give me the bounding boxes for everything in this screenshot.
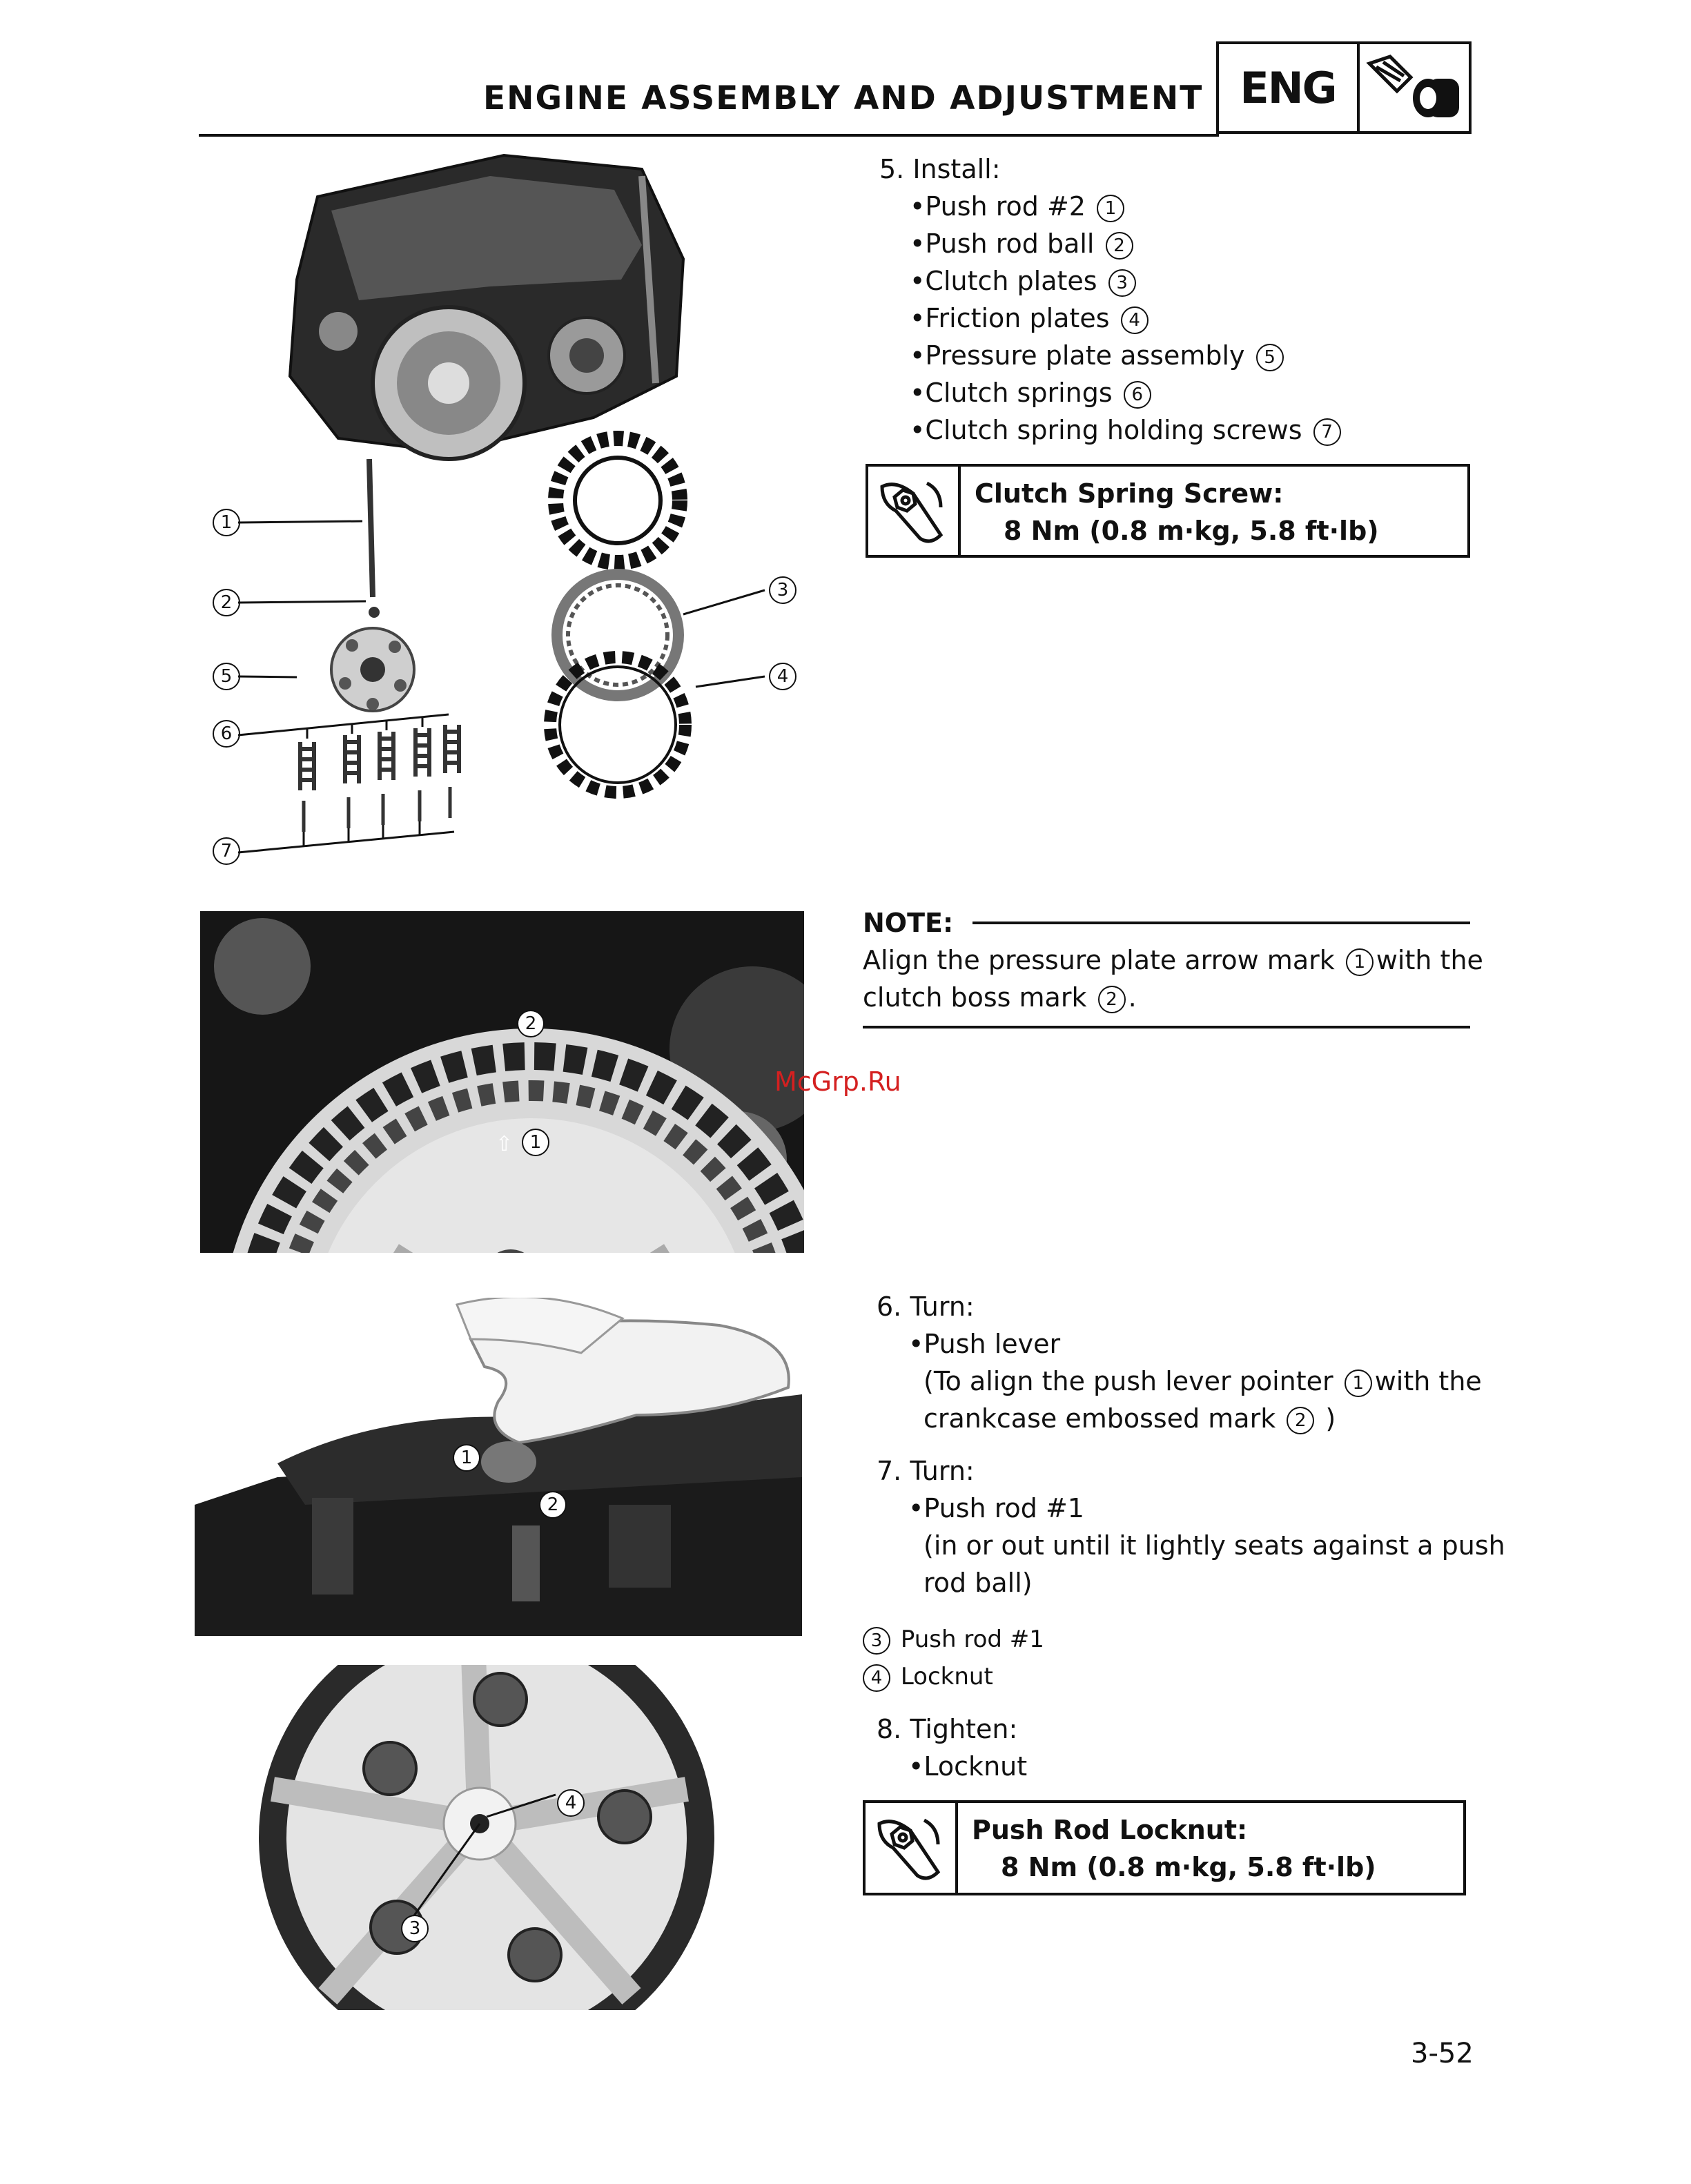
torque-spec-push-rod-locknut bbox=[863, 1800, 1466, 1895]
callout-2: 2 bbox=[213, 589, 240, 616]
note-bottom-rule bbox=[863, 1026, 1470, 1028]
arrow-up-icon: ⇧ bbox=[496, 1132, 514, 1156]
crankcase-illustration bbox=[290, 155, 683, 459]
watermark: McGrp.Ru bbox=[774, 1066, 901, 1097]
photo-pressure-plate-alignment bbox=[200, 911, 804, 1253]
list-item: •Push rod ball 2 bbox=[910, 225, 1344, 262]
step-7-detail-1: (in or out until it lightly seats against a push bbox=[923, 1530, 1505, 1561]
callout-4: 4 bbox=[769, 663, 796, 690]
list-item: •Clutch spring holding screws 7 bbox=[910, 411, 1344, 449]
list-item: •Pressure plate assembly 5 bbox=[910, 337, 1344, 374]
step-6-item: •Push lever bbox=[908, 1329, 1061, 1359]
step-5-heading: 5. Install: bbox=[879, 154, 1001, 184]
photo3-callout-4: 4 bbox=[557, 1789, 585, 1817]
torque-wrench-icon bbox=[868, 467, 961, 555]
ref-item-4: 4 Locknut bbox=[863, 1658, 993, 1695]
note-block bbox=[863, 904, 1483, 1028]
callout-7: 7 bbox=[213, 837, 240, 865]
torque-wrench-icon bbox=[866, 1803, 958, 1893]
pressure-plate-illustration bbox=[331, 628, 414, 711]
photo-push-lever bbox=[195, 1298, 802, 1636]
step-6-detail-2: crankcase embossed mark 2 ) bbox=[923, 1403, 1336, 1434]
step-8-heading: 8. Tighten: bbox=[877, 1714, 1018, 1744]
page-number: 3-52 bbox=[1411, 2038, 1474, 2069]
photo1-callout-1: 1 bbox=[522, 1129, 549, 1156]
note-line-1: Align the pressure plate arrow mark 1 with the bbox=[863, 945, 1483, 975]
torque-value: 8 Nm (0.8 m·kg, 5.8 ft·lb) bbox=[1001, 1852, 1376, 1882]
photo3-callout-3: 3 bbox=[401, 1915, 429, 1942]
note-rule bbox=[972, 922, 1470, 924]
step-8-item: •Locknut bbox=[908, 1751, 1028, 1782]
clutch-exploded-diagram bbox=[200, 148, 821, 873]
step-6-heading: 6. Turn: bbox=[877, 1291, 975, 1322]
callout-6: 6 bbox=[213, 720, 240, 748]
friction-plate-top bbox=[556, 438, 680, 563]
note-line-2: clutch boss mark 2 . bbox=[863, 982, 1137, 1013]
step-6-detail-1: (To align the push lever pointer 1 with the bbox=[923, 1366, 1482, 1396]
engine-icon bbox=[1360, 44, 1469, 131]
list-item: •Friction plates 4 bbox=[910, 300, 1344, 337]
note-label: NOTE: bbox=[863, 908, 954, 938]
photo2-callout-2: 2 bbox=[539, 1491, 567, 1519]
torque-title: Push Rod Locknut: bbox=[972, 1815, 1248, 1845]
list-item: •Clutch springs 6 bbox=[910, 374, 1344, 411]
ref-item-3: 3 Push rod #1 bbox=[863, 1621, 1044, 1658]
torque-title: Clutch Spring Screw: bbox=[975, 478, 1284, 509]
photo1-callout-2: 2 bbox=[517, 1010, 545, 1037]
spring-screws-illustration bbox=[304, 787, 450, 832]
section-tab bbox=[1216, 41, 1472, 134]
step-7-item: •Push rod #1 bbox=[908, 1493, 1084, 1523]
step-5-list bbox=[910, 188, 1344, 449]
torque-value: 8 Nm (0.8 m·kg, 5.8 ft·lb) bbox=[1004, 516, 1379, 546]
callout-1: 1 bbox=[213, 509, 240, 536]
list-item: •Push rod #2 1 bbox=[910, 188, 1344, 225]
step-7-heading: 7. Turn: bbox=[877, 1456, 975, 1486]
step-7-detail-2: rod ball) bbox=[923, 1568, 1033, 1598]
page-header-title: ENGINE ASSEMBLY AND ADJUSTMENT bbox=[483, 79, 1204, 117]
header-rule bbox=[199, 134, 1219, 137]
callout-5: 5 bbox=[213, 663, 240, 690]
section-label: ENG bbox=[1219, 44, 1360, 131]
clutch-springs-illustration bbox=[300, 725, 459, 790]
torque-spec-clutch-spring-screw bbox=[866, 464, 1470, 558]
callout-3: 3 bbox=[769, 576, 796, 604]
list-item: •Clutch plates 3 bbox=[910, 262, 1344, 300]
photo-push-rod-locknut bbox=[245, 1665, 797, 2010]
photo2-callout-1: 1 bbox=[453, 1444, 480, 1472]
